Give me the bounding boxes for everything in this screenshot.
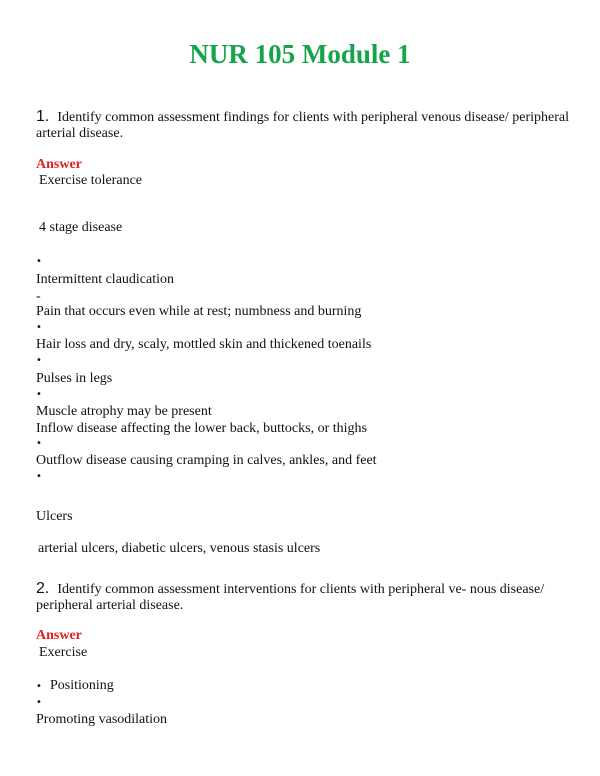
question-2-line-2: peripheral arterial disease. (36, 598, 184, 613)
bullet-marker: • (36, 355, 42, 366)
question-2-number: 2. (36, 580, 50, 597)
bullet-marker: • (36, 471, 42, 482)
bullet-marker: • (36, 697, 42, 708)
answer-1-line: Hair loss and dry, scaly, mottled skin and thickened toenails (36, 337, 372, 352)
answer-1-line: Exercise tolerance (39, 173, 142, 188)
dash-marker: - (36, 289, 41, 304)
question-2-line-1 (36, 580, 544, 598)
answer-2-label: Answer (36, 628, 82, 643)
answer-1-label: Answer (36, 157, 82, 172)
bullet-marker: • (36, 322, 42, 333)
answer-1-line: 4 stage disease (39, 220, 123, 235)
bullet-marker: • (36, 256, 42, 267)
answer-1-line: Outflow disease causing cramping in calves, ankles, and feet (36, 453, 377, 468)
answer-1-line: Inflow disease affecting the lower back, buttocks, or thighs (36, 421, 367, 436)
answer-1-line: Intermittent claudication (36, 272, 175, 287)
answer-2-line: Exercise (39, 645, 88, 660)
question-1-number: 1. (36, 108, 50, 125)
question-1-line-1 (36, 108, 569, 126)
question-1-line-2: arterial disease. (36, 126, 124, 141)
bullet-marker: • (36, 389, 42, 400)
answer-1-line: Pulses in legs (36, 371, 113, 386)
answer-1-line: Muscle atrophy may be present (36, 404, 212, 419)
bullet-marker: • (36, 438, 42, 449)
answer-1-line: Pain that occurs even while at rest; numbness and burning (36, 304, 362, 319)
bullet-marker: • (36, 681, 42, 692)
answer-2-line: Promoting vasodilation (36, 712, 168, 727)
page-title: NUR 105 Module 1 (189, 39, 411, 69)
question-2-text: Identify common assessment interventions for clients with peripheral ve- nous disease/ (57, 582, 545, 597)
question-1-text: Identify common assessment findings for clients with peripheral venous disease/ peripheral (57, 110, 569, 125)
answer-1-line: Ulcers (36, 509, 73, 524)
answer-1-line: arterial ulcers, diabetic ulcers, venous stasis ulcers (38, 541, 321, 556)
answer-2-line: Positioning (50, 678, 114, 693)
